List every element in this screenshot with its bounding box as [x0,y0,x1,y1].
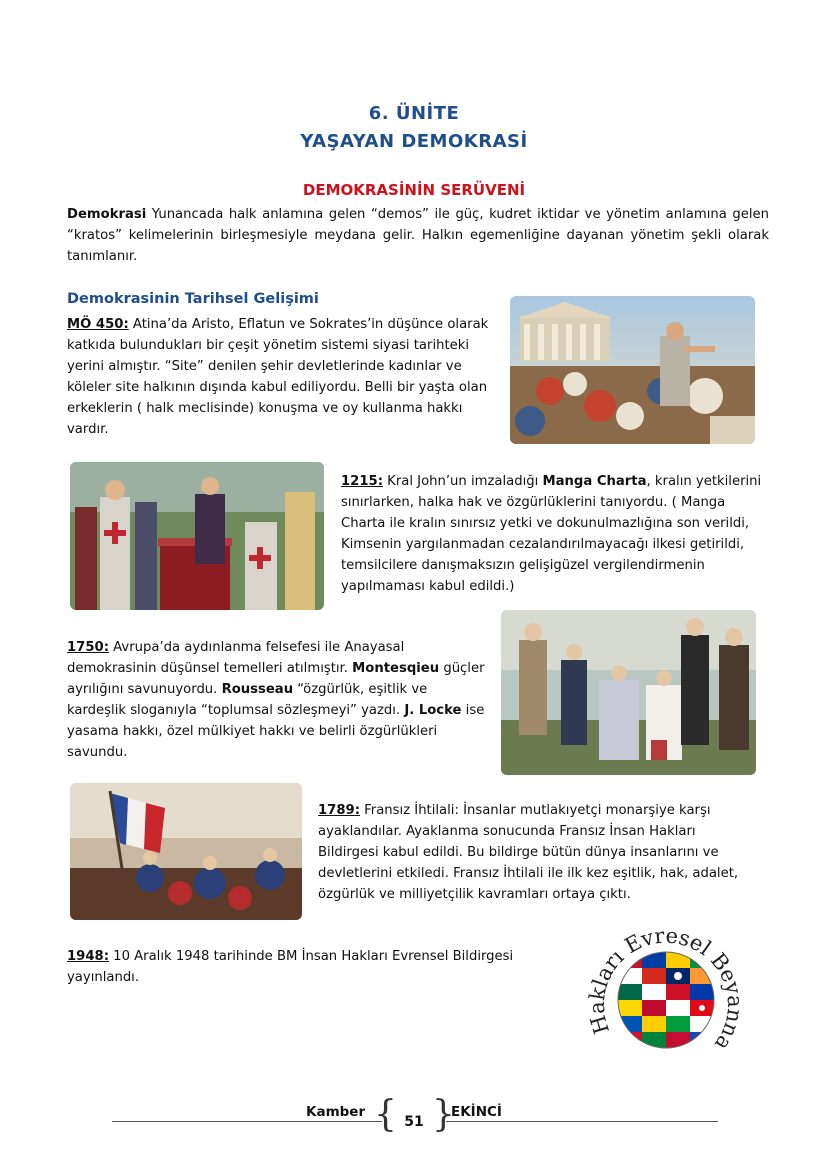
event-text-b: güçler ayrılığını savunuyordu. [67,661,485,697]
event-text-a: Avrupa’da aydınlanma felsefesi ile Anayasal demokrasinin düşünsel temelleri atılmıştır. [67,640,405,676]
event-name-2: Rousseau [221,682,294,697]
event-date: 1948: [67,949,109,964]
event-text-b: , kralın yetkilerini sınırlarken, halka hak ve özgürlüklerini tanıyordu. ( Manga Charta ile kralın sınırsız yetki ve dokunulmazlığına son verildi, Kimsenin yargılanmadan cezalandırılmayacağı ilkesi getirildi, temsilcilere danışmaksızın gelişigüzel vergilendirmenin yapılmaması kabul edildi.) [341,474,762,594]
event-1215 [341,471,771,597]
history-heading: Demokrasinin Tarihsel Gelişimi [67,291,319,307]
event-text: 10 Aralık 1948 tarihinde BM İnsan Hakları Evrensel Bildirgesi yayınlandı. [67,949,514,985]
intro-paragraph [67,204,769,267]
event-1750 [67,637,487,763]
footer-brace-left: { [374,1094,397,1135]
event-text: Atina’da Aristo, Eflatun ve Sokrates’in düşünce olarak katkıda bulundukları bir çeşit yönetim sistemi siyasi tarihteki yerini almıştır. “Site” denilen şehir devletlerinde kadınlar ve köleler site halkının dışında kabul ediliyordu. Belli bir yaşta olan erkeklerin ( halk meclisinde) konuşma ve oy kullanma hakkı vardır. [67,317,489,437]
event-text-a: Kral John’un imzaladığı [382,474,543,489]
event-date: MÖ 450: [67,317,129,332]
unit-title: YAŞAYAN DEMOKRASİ [300,131,528,152]
footer-first-name: Kamber [306,1104,366,1120]
event-bold: Manga Charta [542,474,647,489]
intro-term: Demokrasi [67,207,147,222]
footer-brace-right: } [432,1094,455,1135]
human-rights-emblem [578,912,753,1077]
event-1948 [67,946,567,988]
magna-carta-image [70,462,324,610]
enlightenment-image [501,610,756,775]
french-revolution-image [70,783,302,920]
event-name-1: Montesqieu [352,661,440,676]
footer-line-right [446,1121,718,1122]
event-450bc [67,314,495,440]
footer-last-name: EKİNCİ [451,1104,502,1120]
athens-assembly-image [510,296,755,444]
page-number: 51 [404,1114,424,1130]
section-title: DEMOKRASİNİN SERÜVENİ [302,181,526,199]
event-1789 [318,800,758,905]
event-name-3: J. Locke [404,703,462,718]
intro-text: Yunancada halk anlamına gelen “demos” ile güç, kudret iktidar ve yönetim anlamına gelen “kratos” kelimelerinin birleşmesiyle meydana gelir. Halkın egemenliğine dayanan yönetim şekli olarak tanımlanır. [67,207,769,264]
event-text-d: ise yasama hakkı, özel mülkiyet hakkı ve belirli özgürlükleri savundu. [67,703,485,760]
event-date: 1750: [67,640,109,655]
event-date: 1789: [318,803,360,818]
event-text-c: “özgürlük, eşitlik ve kardeşlik sloganıyla “toplumsal sözleşmeyi” yazdı. [67,682,428,718]
event-text: Fransız İhtilali: İnsanlar mutlakıyetçi monarşiye karşı ayaklandılar. Ayaklanma sonucunda Fransız İnsan Hakları Bildirgesi kabul edildi. Bu bildirge bütün dünya insanlarını ve devletlerini etkiledi. Fransız İhtilali ile ilk kez eşitlik, hak, adalet, özgürlük ve milliyetçilik kavramları ortaya çıktı. [318,803,739,902]
event-date: 1215: [341,474,383,489]
emblem-arc-text: Hakları Evresel Beyanna [584,923,748,1055]
footer-line-left [112,1121,382,1122]
unit-number: 6. ÜNİTE [368,103,460,124]
